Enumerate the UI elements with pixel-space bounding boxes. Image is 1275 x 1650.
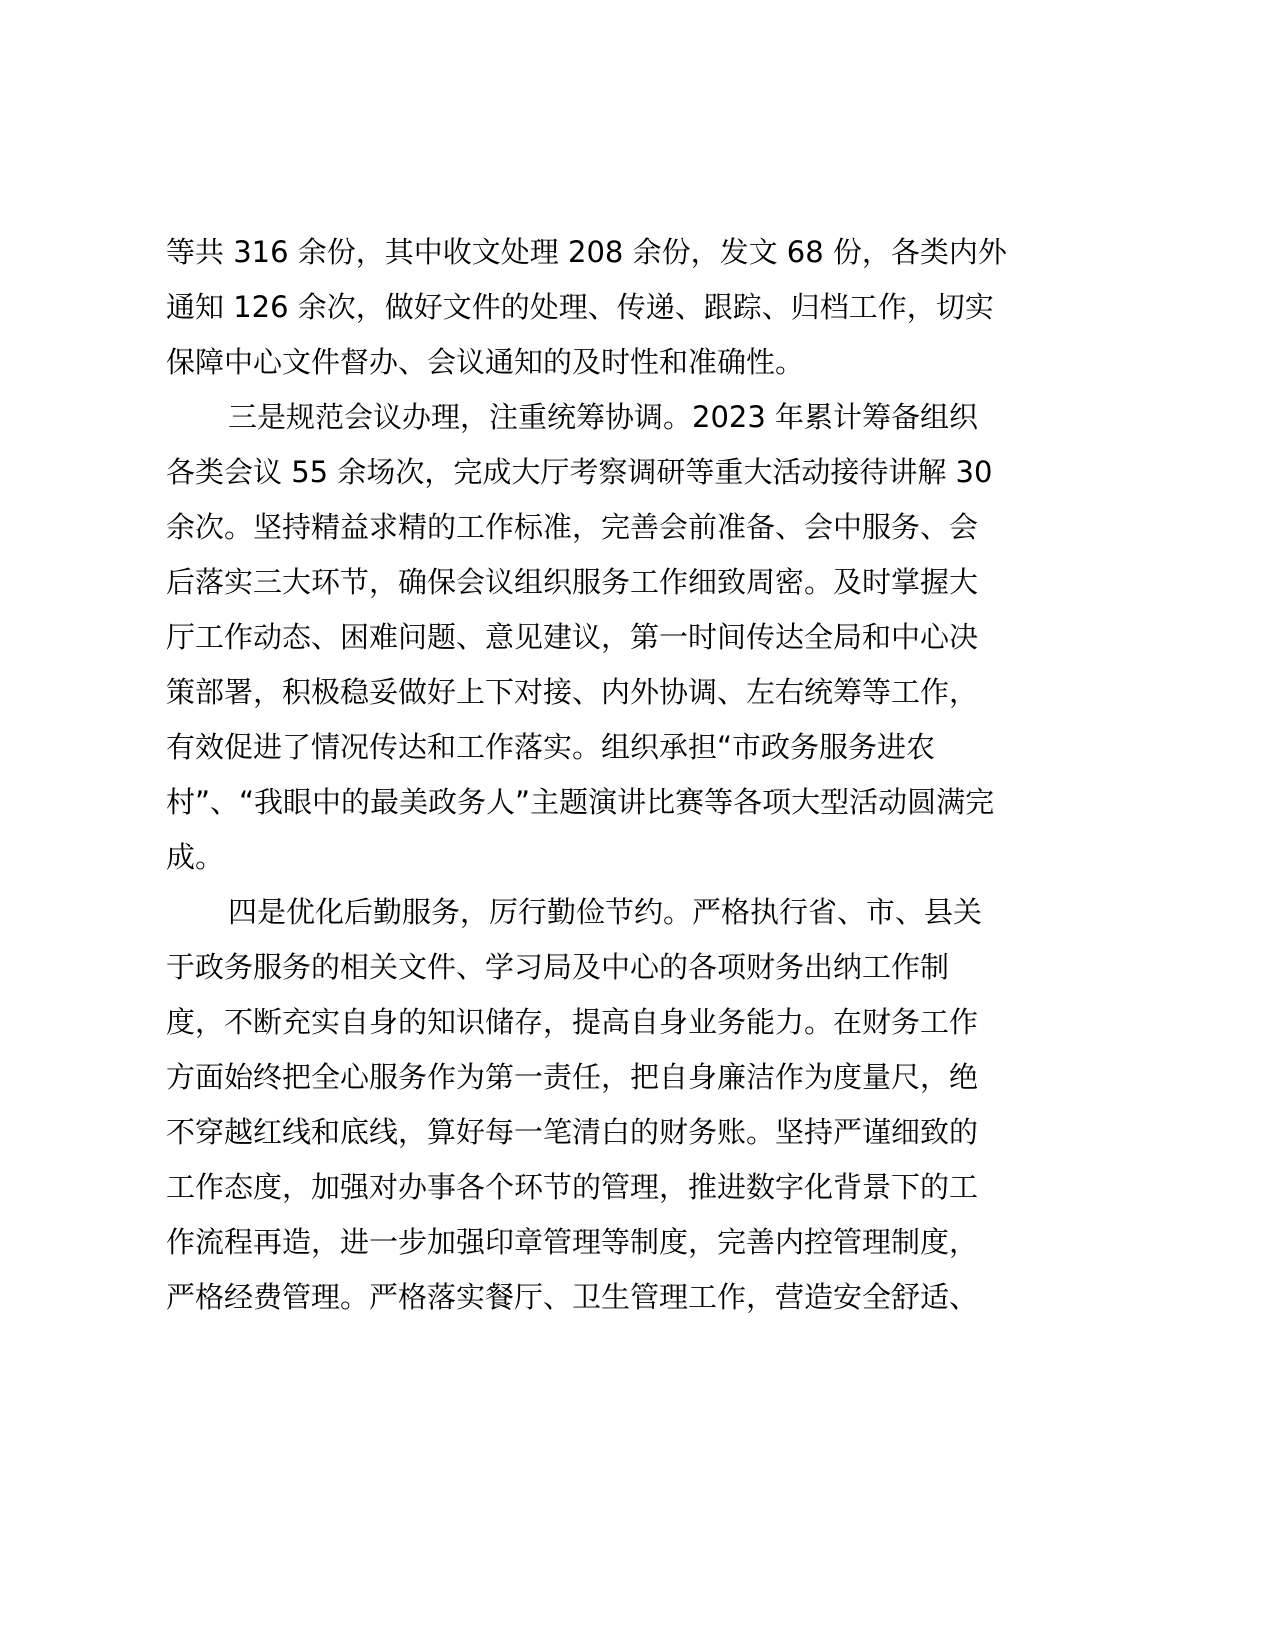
text-line: 作流程再造，进一步加强印章管理等制度，完善内控管理制度， [166, 1225, 979, 1259]
text-line: 不穿越红线和底线，算好每一笔清白的财务账。坚持严谨细致的 [166, 1115, 979, 1149]
paragraph-start-line: 四是优化后勤服务，厉行勤俭节约。严格执行省、市、县关 [228, 895, 983, 929]
text-line: 后落实三大环节，确保会议组织服务工作细致周密。及时掌握大 [166, 565, 979, 599]
text-line: 于政务服务的相关文件、学习局及中心的各项财务出纳工作制 [166, 950, 950, 984]
text-line: 方面始终把全心服务作为第一责任，把自身廉洁作为度量尺，绝 [166, 1060, 979, 1094]
text-line: 等共 316 余份，其中收文处理 208 余份，发文 68 份，各类内外 [166, 235, 1007, 269]
text-line: 策部署，积极稳妥做好上下对接、内外协调、左右统筹等工作， [166, 675, 979, 709]
text-line: 各类会议 55 余场次，完成大厅考察调研等重大活动接待讲解 30 [166, 455, 993, 489]
text-line: 度，不断充实自身的知识储存，提高自身业务能力。在财务工作 [166, 1005, 979, 1039]
text-line: 成。 [166, 840, 225, 874]
text-line: 有效促进了情况传达和工作落实。组织承担“市政务服务进农 [166, 730, 936, 764]
text-line: 厅工作动态、困难问题、意见建议，第一时间传达全局和中心决 [166, 620, 979, 654]
text-line: 工作态度，加强对办事各个环节的管理，推进数字化背景下的工 [166, 1170, 979, 1204]
text-line: 严格经费管理。严格落实餐厅、卫生管理工作，营造安全舒适、 [166, 1280, 979, 1314]
text-line: 保障中心文件督办、会议通知的及时性和准确性。 [166, 345, 805, 379]
text-line: 村”、“我眼中的最美政务人”主题演讲比赛等各项大型活动圆满完 [166, 785, 995, 819]
paragraph-start-line: 三是规范会议办理，注重统筹协调。2023 年累计筹备组织 [228, 400, 979, 434]
text-line: 余次。坚持精益求精的工作标准，完善会前准备、会中服务、会 [166, 510, 979, 544]
text-line: 通知 126 余次，做好文件的处理、传递、跟踪、归档工作，切实 [166, 290, 994, 324]
